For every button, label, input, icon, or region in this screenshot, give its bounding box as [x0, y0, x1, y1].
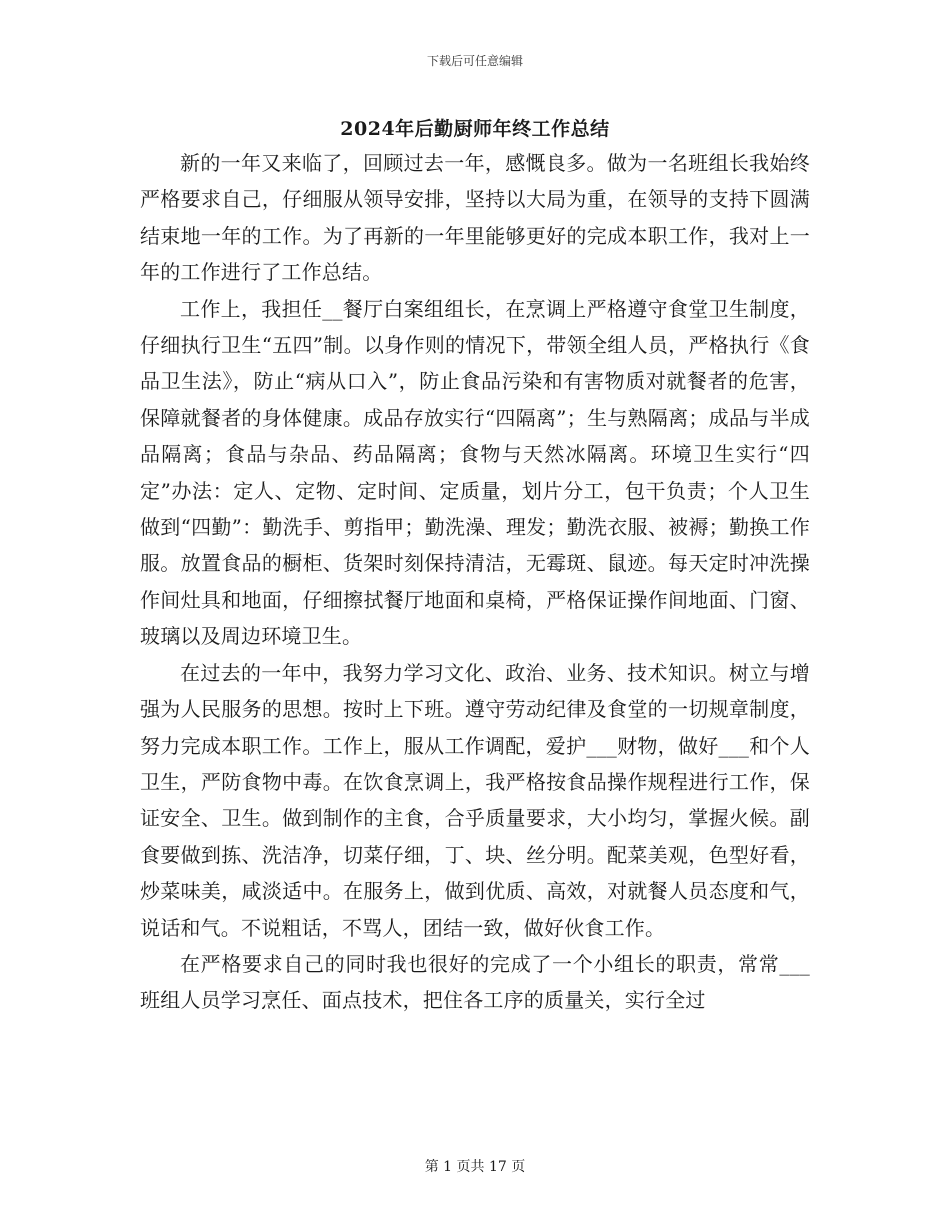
paragraph: 在严格要求自己的同时我也很好的完成了一个小组长的职责，常常___班组人员学习烹任、面点技术，把住各工序的质量关，实行全过 — [140, 951, 810, 1013]
document-body — [140, 145, 810, 1019]
document-title: 2024年后勤厨师年终工作总结 — [340, 118, 610, 140]
paragraph: 工作上，我担任__餐厅白案组组长，在烹调上严格遵守食堂卫生制度，仔细执行卫生“五四”制。以身作则的情况下，带领全组人员，严格执行《食品卫生法》，防止“病从口入”，防止食品污染和有害物质对就餐者的危害，保障就餐者的身体健康。成品存放实行“四隔离”；生与熟隔离；成品与半成品隔离；食品与杂品、药品隔离；食物与天然冰隔离。环境卫生实行“四定”办法：定人、定物、定时间、定质量，划片分工，包干负责；个人卫生做到“四勤”：勤洗手、剪指甲；勤洗澡、理发；勤洗衣服、被褥；勤换工作服。放置食品的橱柜、货架时刻保持清洁，无霉斑、鼠迹。每天定时冲洗操作间灶具和地面，仔细擦拭餐厅地面和桌椅，严格保证操作间地面、门窗、玻璃以及周边环境卫生。 — [140, 296, 810, 649]
page-number: 第 1 页共 17 页 — [424, 1159, 526, 1175]
paragraph: 在过去的一年中，我努力学习文化、政治、业务、技术知识。树立与增强为人民服务的思想。按时上下班。遵守劳动纪律及食堂的一切规章制度，努力完成本职工作。工作上，服从工作调配，爱护___财物，做好___和个人卫生，严防食物中毒。在饮食烹调上，我严格按食品操作规程进行工作，保证安全、卫生。做到制作的主食，合乎质量要求，大小均匀，掌握火候。副食要做到拣、洗洁净，切菜仔细，丁、块、丝分明。配菜美观，色型好看，炒菜味美，咸淡适中。在服务上，做到优质、高效，对就餐人员态度和气，说话和气。不说粗话，不骂人，团结一致，做好伙食工作。 — [140, 660, 810, 940]
page-header-note: 下载后可任意编辑 — [426, 54, 523, 68]
paragraph: 新的一年又来临了，回顾过去一年，感慨良多。做为一名班组长我始终严格要求自己，仔细服从领导安排，坚持以大局为重，在领导的支持下圆满结束地一年的工作。为了再新的一年里能够更好的完成本职工作，我对上一年的工作进行了工作总结。 — [140, 151, 810, 285]
